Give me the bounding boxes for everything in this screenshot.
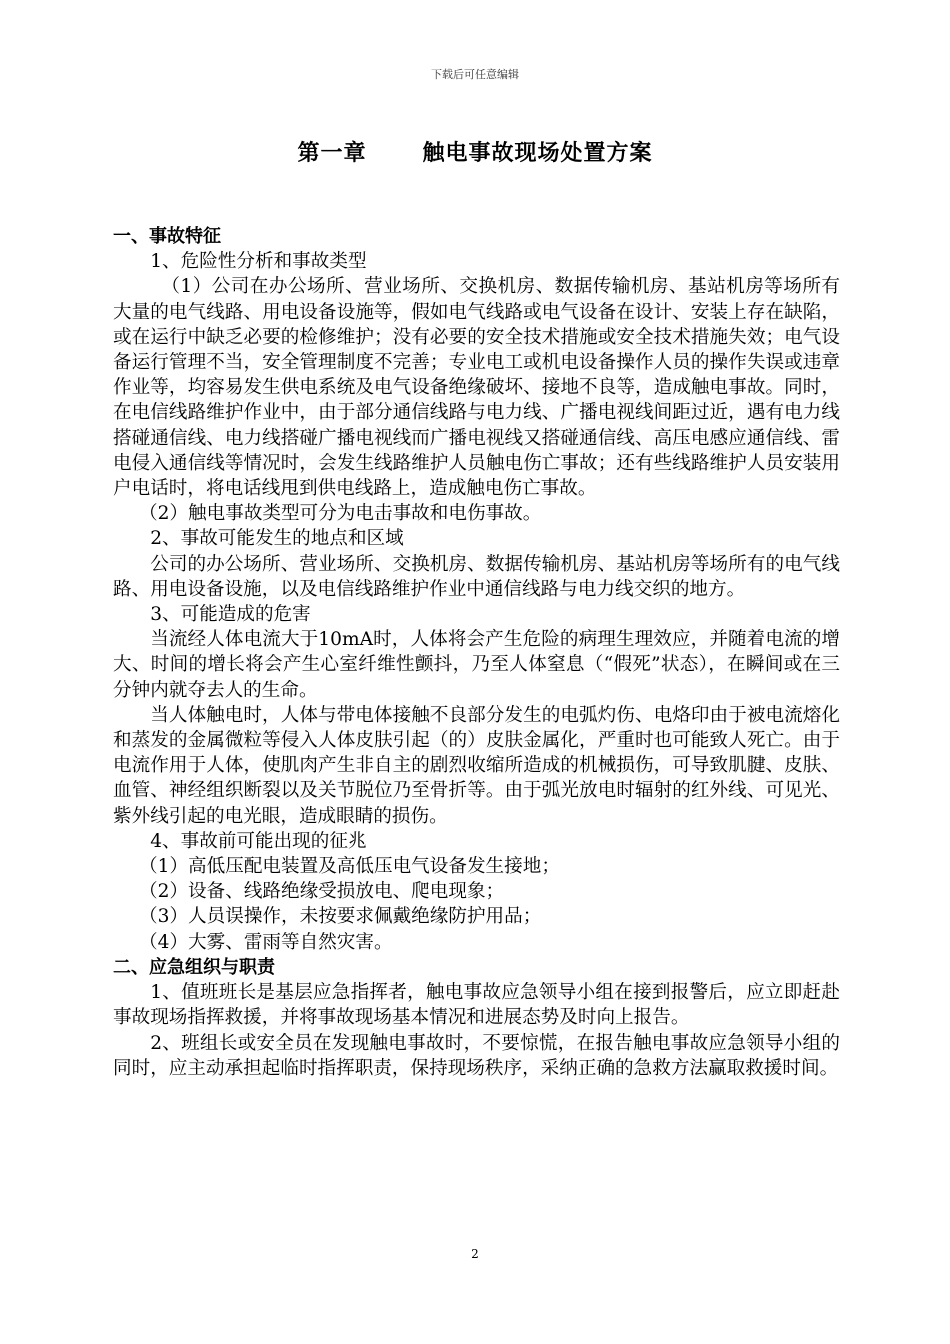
paragraph: 当流经人体电流大于10mA时，人体将会产生危险的病理生理效应，并随着电流的增大、时间的增长将会产生心室纤维性颤抖，乃至人体窒息（“假死”状态），在瞬间或在三分钟内就夺去人的生命。 <box>113 629 840 701</box>
chapter-number: 第一章 <box>297 141 367 166</box>
paragraph: （1）高低压配电装置及高低压电气设备发生接地； <box>139 856 560 878</box>
paragraph: 公司的办公场所、营业场所、交换机房、数据传输机房、基站机房等场所有的电气线路、用电设备设施，以及电信线路维护作业中通信线路与电力线交织的地方。 <box>113 553 840 600</box>
paragraph: （2）触电事故类型可分为电击事故和电伤事故。 <box>139 503 542 525</box>
page-number: 2 <box>471 1247 479 1261</box>
document-body <box>113 224 840 1081</box>
paragraph: （2）设备、线路绝缘受损放电、爬电现象； <box>139 881 505 903</box>
paragraph: （3）人员误操作，未按要求佩戴绝缘防护用品； <box>139 906 542 928</box>
paragraph: （4）大雾、雷雨等自然灾害。 <box>139 931 393 953</box>
paragraph: 1、危险性分析和事故类型 <box>150 251 367 273</box>
section-heading: 二、应急组织与职责 <box>113 956 275 978</box>
paragraph: 2、事故可能发生的地点和区域 <box>150 528 404 550</box>
paragraph: 2、班组长或安全员在发现触电事故时，不要惊慌，在报告触电事故应急领导小组的同时，应主动承担起临时指挥职责，保持现场秩序，采纳正确的急救方法赢取救援时间。 <box>113 1032 840 1079</box>
section-heading: 一、事故特征 <box>113 226 221 247</box>
paragraph: （1）公司在办公场所、营业场所、交换机房、数据传输机房、基站机房等场所有大量的电气线路、用电设备设施等，假如电气线路或电气设备在设计、安装上存在缺陷，或在运行中缺乏必要的检修维护；没有必要的安全技术措施或安全技术措施失效；电气设备运行管理不当，安全管理制度不完善；专业电工或机电设备操作人员的操作失误或违章作业等，均容易发生供电系统及电气设备绝缘破坏、接地不良等，造成触电事故。同时，在电信线路维护作业中，由于部分通信线路与电力线、广播电视线间距过近，遇有电力线搭碰通信线、电力线搭碰广播电视线而广播电视线又搭碰通信线、高压电感应通信线、雷电侵入通信线等情况时，会发生线路维护人员触电伤亡事故；还有些线路维护人员安装用户电话时，将电话线甩到供电线路上，造成触电伤亡事故。 <box>113 276 840 500</box>
paragraph: 1、值班班长是基层应急指挥者，触电事故应急领导小组在接到报警后，应立即赶赴事故现场指挥救援，并将事故现场基本情况和进展态势及时向上报告。 <box>113 982 840 1029</box>
paragraph: 3、可能造成的危害 <box>150 604 311 626</box>
paragraph: 4、事故前可能出现的征兆 <box>150 830 367 852</box>
page-header: 下载后可任意编辑 <box>431 68 519 81</box>
paragraph: 当人体触电时，人体与带电体接触不良部分发生的电弧灼伤、电烙印由于被电流熔化和蒸发的金属微粒等侵入人体皮肤引起（的）皮肤金属化，严重时也可能致人死亡。由于电流作用于人体，使肌肉产生非自主的剧烈收缩所造成的机械损伤，可导致肌腱、皮肤、血管、神经组织断裂以及关节脱位乃至骨折等。由于弧光放电时辐射的红外线、可见光、紫外线引起的电光眼，造成眼睛的损伤。 <box>113 704 840 827</box>
chapter-name: 触电事故现场处置方案 <box>422 141 653 166</box>
chapter-title <box>0 136 950 167</box>
